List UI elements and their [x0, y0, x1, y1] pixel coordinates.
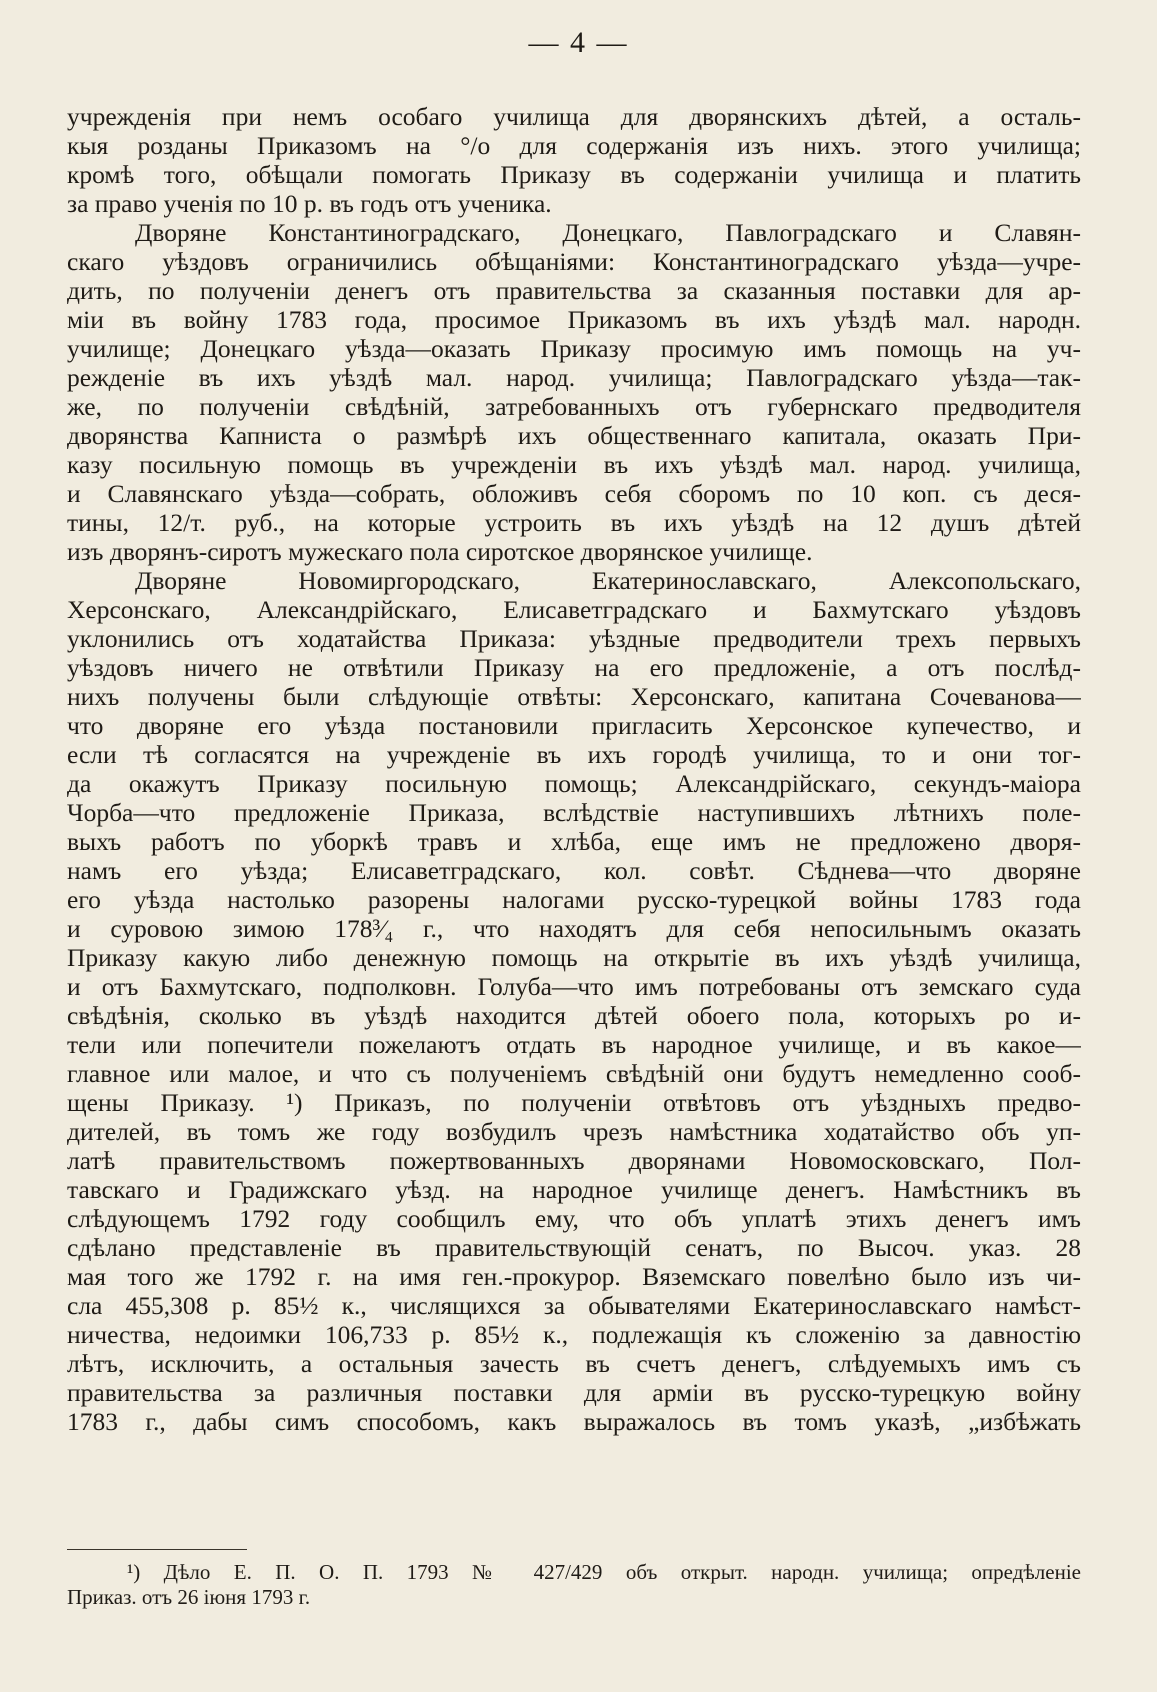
text-line: дворянства Капниста о размѣрѣ ихъ общественнаго капитала, оказать При-: [67, 421, 1081, 450]
body-text: [67, 102, 1081, 1436]
text-line: уѣздовъ ничего не отвѣтили Приказу на его предложеніе, а отъ послѣд-: [67, 653, 1081, 682]
text-line: если тѣ согласятся на учрежденіе въ ихъ городѣ училища, то и они тог-: [67, 740, 1081, 769]
text-line: тины, 12/т. руб., на которые устроить въ ихъ уѣздѣ на 12 душъ дѣтей: [67, 508, 1081, 537]
text-line: лѣтъ, исключить, а остальныя зачесть въ счетъ денегъ, слѣдуемыхъ имъ съ: [67, 1349, 1081, 1378]
text-line: за право ученія по 10 р. въ годъ отъ ученика.: [67, 189, 552, 218]
text-line: училище; Донецкаго уѣзда—оказать Приказу просимую имъ помощь на уч-: [67, 334, 1081, 363]
text-line: Херсонскаго, Александрійскаго, Елисаветградскаго и Бахмутскаго уѣздовъ: [67, 595, 1081, 624]
footnote-line: Приказ. отъ 26 іюня 1793 г.: [67, 1585, 311, 1609]
text-line: изъ дворянъ-сиротъ мужескаго пола сиротское дворянское училище.: [67, 537, 813, 566]
text-line: міи въ войну 1783 года, просимое Приказомъ въ ихъ уѣздѣ мал. народн.: [67, 305, 1081, 334]
text-line: тели или попечители пожелаютъ отдать въ народное училище, и въ какое—: [67, 1030, 1081, 1059]
footnotes: [67, 1560, 1081, 1610]
text-line: и Славянскаго уѣзда—собрать, обложивъ себя сборомъ по 10 коп. съ деся-: [67, 479, 1081, 508]
text-line: сла 455,308 р. 85½ к., числящихся за обывателями Екатеринославскаго намѣст-: [67, 1291, 1081, 1320]
text-line: свѣдѣнія, сколько въ уѣздѣ находится дѣтей обоего пола, которыхъ ро и-: [67, 1001, 1081, 1030]
text-line: выхъ работъ по уборкѣ травъ и хлѣба, еще имъ не предложено дворя-: [67, 827, 1081, 856]
text-line: дителей, въ томъ же году возбудилъ чрезъ намѣстника ходатайство объ уп-: [67, 1117, 1081, 1146]
text-line: ничества, недоимки 106,733 р. 85½ к., подлежащія къ сложенію за давностію: [67, 1320, 1081, 1349]
text-line: главное или малое, и что съ полученіемъ свѣдѣній они будутъ немедленно сооб-: [67, 1059, 1081, 1088]
text-line: сдѣлано представленіе въ правительствующій сенатъ, по Высоч. указ. 28: [67, 1233, 1081, 1262]
text-line: нихъ получены были слѣдующіе отвѣты: Херсонскаго, капитана Сочеванова—: [67, 682, 1081, 711]
text-line: латѣ правительствомъ пожертвованныхъ дворянами Новомосковскаго, Пол-: [67, 1146, 1081, 1175]
text-line: Приказу какую либо денежную помощь на открытіе въ ихъ уѣздѣ училища,: [67, 943, 1081, 972]
text-line: что дворяне его уѣзда постановили пригласить Херсонское купечество, и: [67, 711, 1081, 740]
text-line: щены Приказу. ¹) Приказъ, по полученіи отвѣтовъ отъ уѣздныхъ предво-: [67, 1088, 1081, 1117]
text-line: его уѣзда настолько разорены налогами русско-турецкой войны 1783 года: [67, 885, 1081, 914]
text-line: режденіе въ ихъ уѣздѣ мал. народ. училища; Павлоградскаго уѣзда—так-: [67, 363, 1081, 392]
text-line: же, по полученіи свѣдѣній, затребованныхъ отъ губернскаго предводителя: [67, 392, 1081, 421]
text-line: казу посильную помощь въ учрежденіи въ ихъ уѣздѣ мал. народ. училища,: [67, 450, 1081, 479]
text-line: кромѣ того, обѣщали помогать Приказу въ содержаніи училища и платить: [67, 160, 1081, 189]
text-line: учрежденія при немъ особаго училища для дворянскихъ дѣтей, а осталь-: [67, 102, 1081, 131]
text-line: Чорба—что предложеніе Приказа, вслѣдствіе наступившихъ лѣтнихъ поле-: [67, 798, 1081, 827]
footnote-line: ¹) Дѣло Е. П. О. П. 1793 № 427/429 объ открыт. народн. училища; опредѣленіе: [127, 1560, 1081, 1584]
text-line: уклонились отъ ходатайства Приказа: уѣздные предводители трехъ первыхъ: [67, 624, 1081, 653]
text-line: и суровою зимою 178³⁄₄ г., что находятъ для себя непосильнымъ оказать: [67, 914, 1081, 943]
text-line: Дворяне Константиноградскаго, Донецкаго, Павлоградскаго и Славян-: [135, 218, 1081, 247]
footnote-divider: [67, 1549, 247, 1550]
text-line: правительства за различныя поставки для арміи въ русско-турецкую войну: [67, 1378, 1081, 1407]
text-line: тавскаго и Градижскаго уѣзд. на народное училище денегъ. Намѣстникъ въ: [67, 1175, 1081, 1204]
text-line: 1783 г., дабы симъ способомъ, какъ выражалось въ томъ указѣ, „избѣжать: [67, 1407, 1081, 1436]
text-line: дить, по полученіи денегъ отъ правительства за сказанныя поставки для ар-: [67, 276, 1081, 305]
text-line: слѣдующемъ 1792 году сообщилъ ему, что объ уплатѣ этихъ денегъ имъ: [67, 1204, 1081, 1233]
text-line: мая того же 1792 г. на имя ген.-прокурор. Вяземскаго повелѣно было изъ чи-: [67, 1262, 1081, 1291]
text-line: Дворяне Новомиргородскаго, Екатеринославскаго, Алексопольскаго,: [135, 566, 1081, 595]
text-line: и отъ Бахмутскаго, подполковн. Голуба—что имъ потребованы отъ земскаго суда: [67, 972, 1081, 1001]
text-line: скаго уѣздовъ ограничились обѣщаніями: Константиноградскаго уѣзда—учре-: [67, 247, 1081, 276]
text-line: кыя розданы Приказомъ на °/о для содержанія изъ нихъ. этого училища;: [67, 131, 1081, 160]
text-line: да окажутъ Приказу посильную помощь; Александрійскаго, секундъ-маіора: [67, 769, 1081, 798]
text-line: намъ его уѣзда; Елисаветградскаго, кол. совѣт. Сѣднева—что дворяне: [67, 856, 1081, 885]
page-number: — 4 —: [528, 26, 629, 59]
